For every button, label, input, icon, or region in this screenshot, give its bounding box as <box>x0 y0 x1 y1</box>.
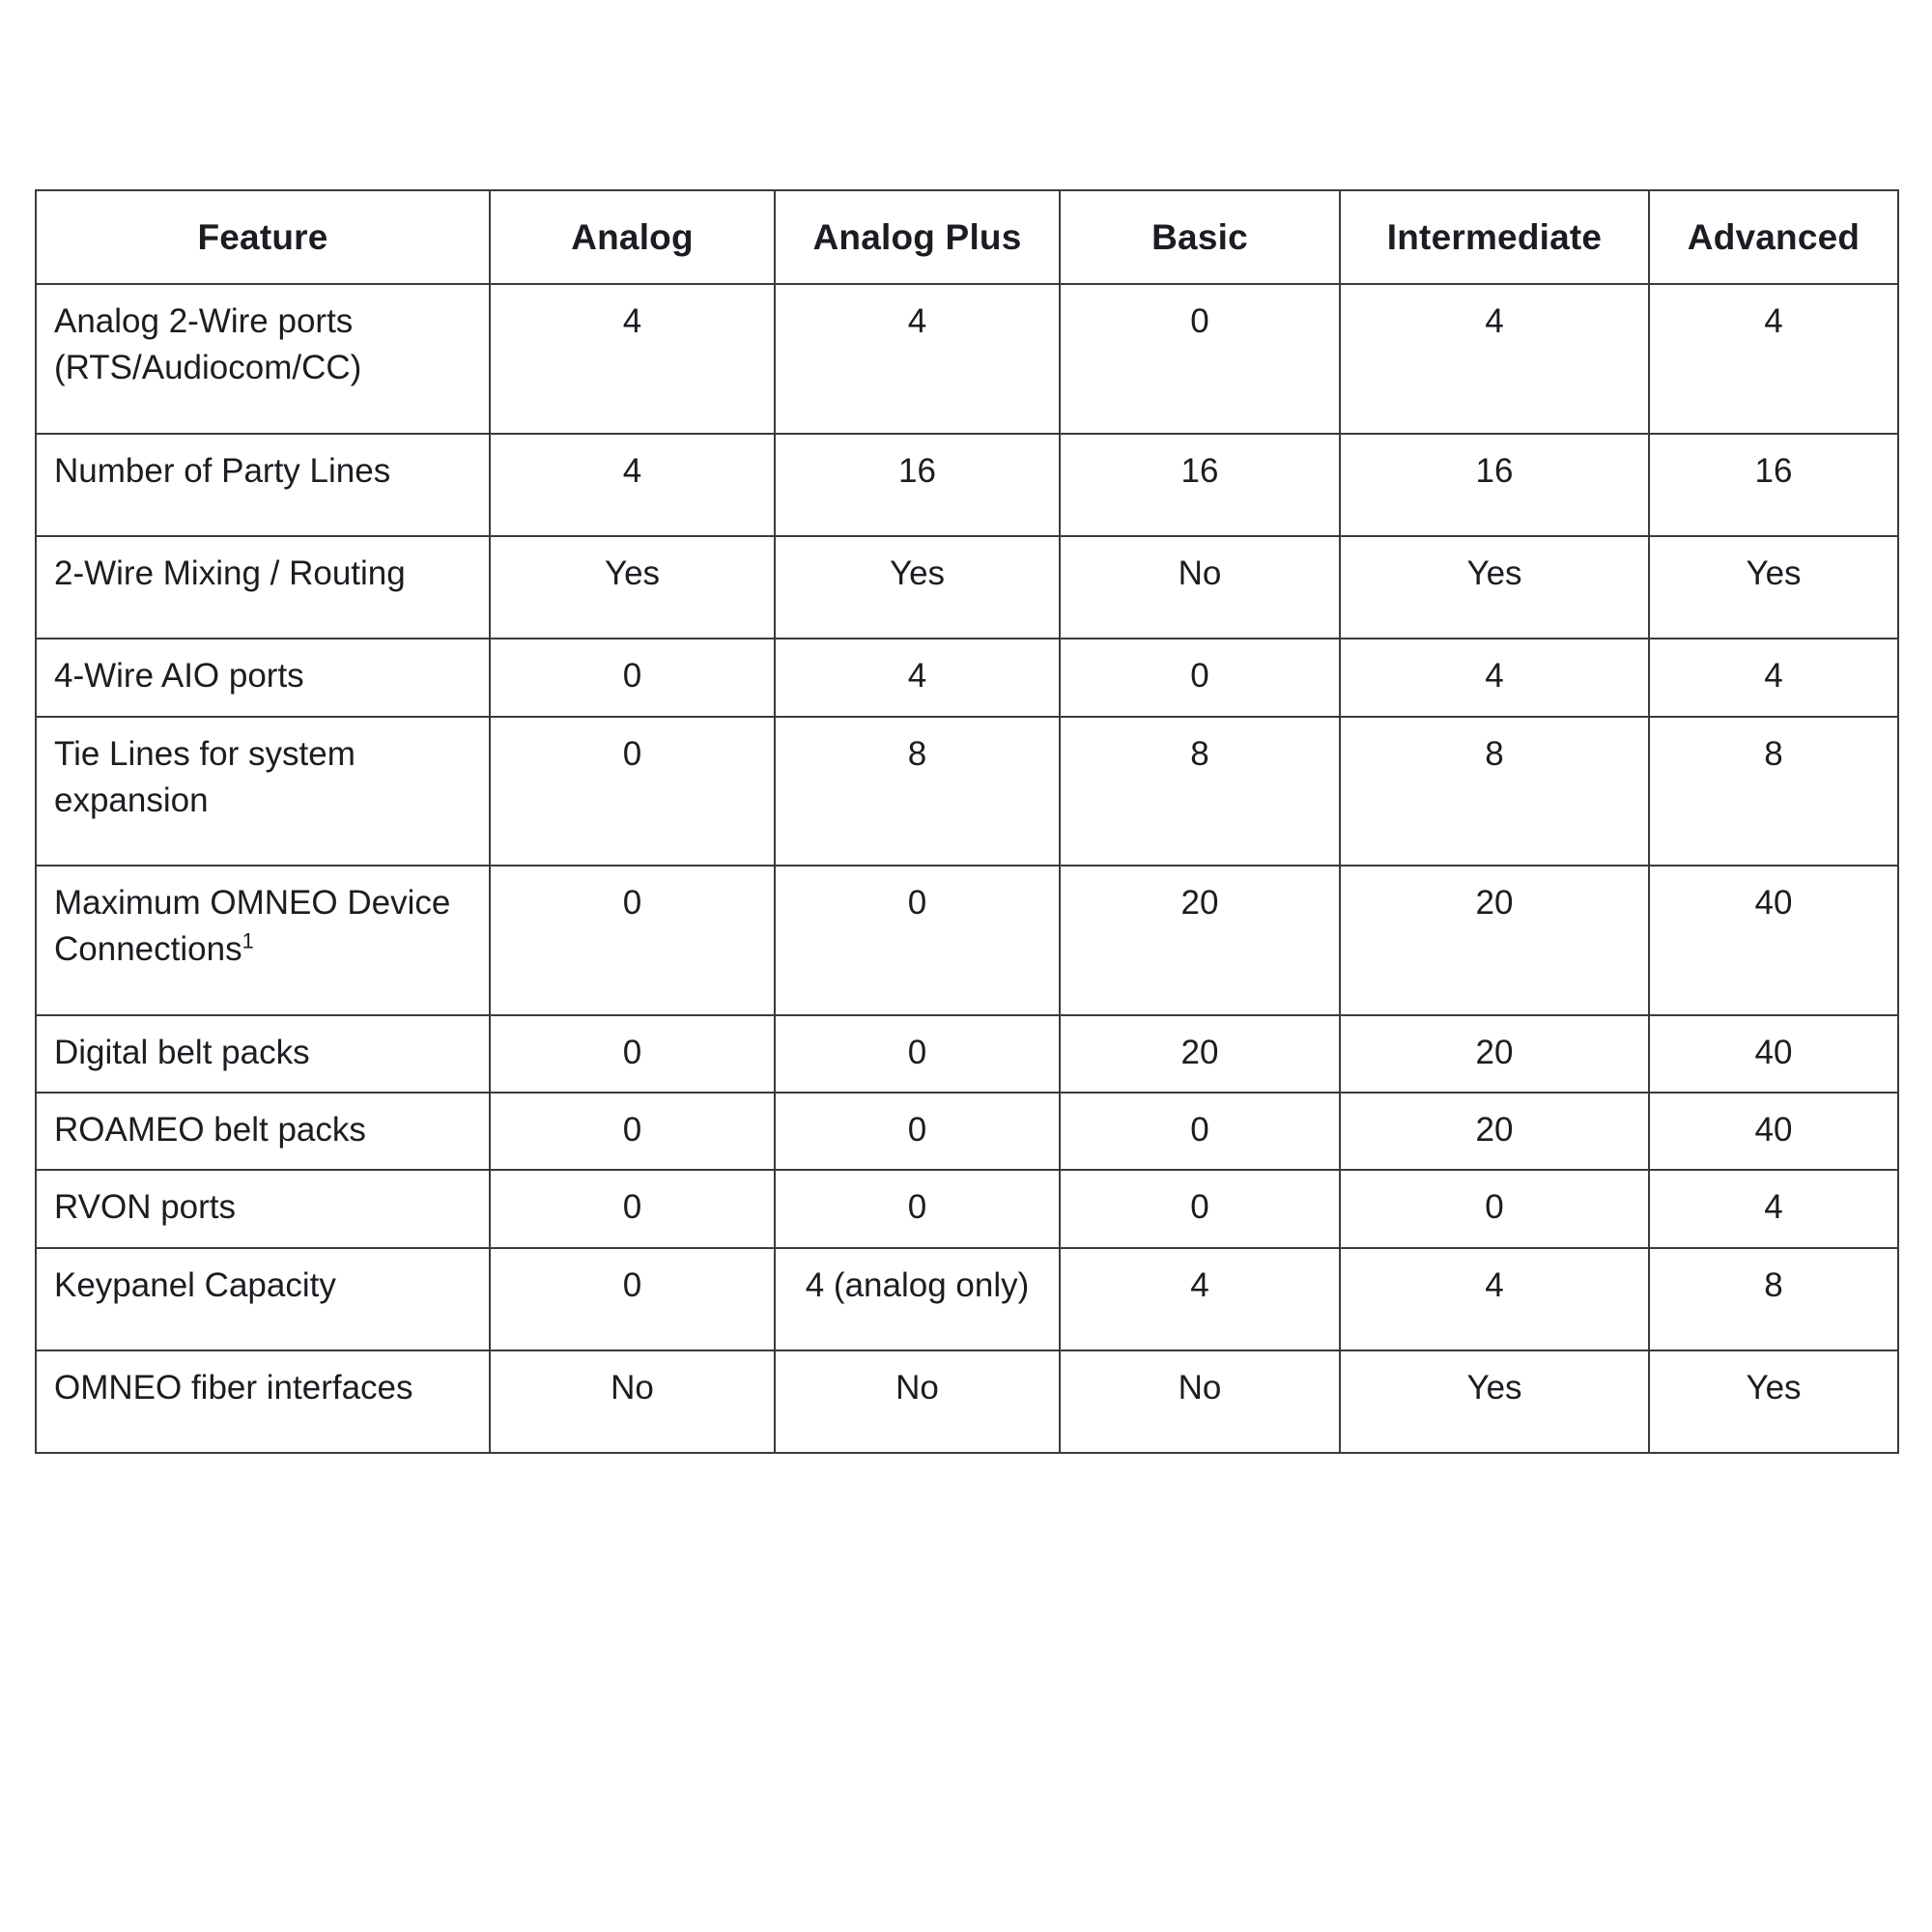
row-label: Analog 2-Wire ports (RTS/Audiocom/CC) <box>36 284 490 434</box>
table-body <box>36 284 1898 1453</box>
table-header <box>36 190 1898 284</box>
cell-advanced: 40 <box>1649 1093 1898 1170</box>
column-header-analog-plus: Analog Plus <box>775 190 1060 284</box>
cell-analog: 0 <box>490 1170 775 1247</box>
cell-intermediate: 16 <box>1340 434 1649 536</box>
table-container <box>17 189 1915 1454</box>
table-row <box>36 1170 1898 1247</box>
cell-basic: No <box>1060 1350 1340 1453</box>
cell-advanced: 4 <box>1649 284 1898 434</box>
table-row <box>36 1015 1898 1093</box>
cell-basic: 20 <box>1060 866 1340 1015</box>
cell-advanced: 40 <box>1649 1015 1898 1093</box>
table-row <box>36 284 1898 434</box>
row-label-text: Maximum OMNEO Device Connections <box>54 884 451 969</box>
cell-intermediate: 4 <box>1340 1248 1649 1350</box>
cell-basic: 4 <box>1060 1248 1340 1350</box>
cell-intermediate: Yes <box>1340 1350 1649 1453</box>
cell-analog: 0 <box>490 639 775 716</box>
cell-advanced: 40 <box>1649 866 1898 1015</box>
cell-analog-plus: 8 <box>775 717 1060 867</box>
cell-analog: 0 <box>490 866 775 1015</box>
cell-basic: 8 <box>1060 717 1340 867</box>
cell-analog: No <box>490 1350 775 1453</box>
table-row <box>36 717 1898 867</box>
cell-advanced: Yes <box>1649 1350 1898 1453</box>
row-label: Digital belt packs <box>36 1015 490 1093</box>
cell-analog-plus: Yes <box>775 536 1060 639</box>
row-label: Keypanel Capacity <box>36 1248 490 1350</box>
table-row <box>36 536 1898 639</box>
cell-basic: 0 <box>1060 1170 1340 1247</box>
cell-analog: 4 <box>490 284 775 434</box>
cell-advanced: 8 <box>1649 1248 1898 1350</box>
cell-basic: 0 <box>1060 284 1340 434</box>
cell-analog: 0 <box>490 1093 775 1170</box>
column-header-feature: Feature <box>36 190 490 284</box>
cell-intermediate: 4 <box>1340 639 1649 716</box>
cell-intermediate: 8 <box>1340 717 1649 867</box>
cell-advanced: 4 <box>1649 1170 1898 1247</box>
cell-analog-plus: 4 <box>775 639 1060 716</box>
table-row <box>36 434 1898 536</box>
cell-analog: 0 <box>490 717 775 867</box>
cell-intermediate: 20 <box>1340 1015 1649 1093</box>
cell-basic: 20 <box>1060 1015 1340 1093</box>
row-label: 2-Wire Mixing / Routing <box>36 536 490 639</box>
cell-analog: 0 <box>490 1015 775 1093</box>
row-label: Tie Lines for system expansion <box>36 717 490 867</box>
column-header-advanced: Advanced <box>1649 190 1898 284</box>
row-label: ROAMEO belt packs <box>36 1093 490 1170</box>
row-label: Number of Party Lines <box>36 434 490 536</box>
cell-intermediate: 0 <box>1340 1170 1649 1247</box>
row-label: 4-Wire AIO ports <box>36 639 490 716</box>
cell-basic: 0 <box>1060 1093 1340 1170</box>
cell-analog: 4 <box>490 434 775 536</box>
table-row <box>36 1093 1898 1170</box>
cell-intermediate: 20 <box>1340 1093 1649 1170</box>
row-label: OMNEO fiber interfaces <box>36 1350 490 1453</box>
cell-analog-plus: No <box>775 1350 1060 1453</box>
cell-analog-plus: 0 <box>775 1170 1060 1247</box>
table-row <box>36 866 1898 1015</box>
column-header-intermediate: Intermediate <box>1340 190 1649 284</box>
row-label: RVON ports <box>36 1170 490 1247</box>
table-header-row <box>36 190 1898 284</box>
cell-analog: Yes <box>490 536 775 639</box>
cell-analog-plus: 0 <box>775 1015 1060 1093</box>
cell-analog-plus: 0 <box>775 1093 1060 1170</box>
feature-comparison-table <box>35 189 1899 1454</box>
table-row <box>36 639 1898 716</box>
cell-analog: 0 <box>490 1248 775 1350</box>
cell-intermediate: Yes <box>1340 536 1649 639</box>
cell-analog-plus: 4 <box>775 284 1060 434</box>
cell-analog-plus: 0 <box>775 866 1060 1015</box>
footnote-marker: 1 <box>242 928 254 953</box>
cell-intermediate: 4 <box>1340 284 1649 434</box>
table-row <box>36 1248 1898 1350</box>
column-header-basic: Basic <box>1060 190 1340 284</box>
cell-advanced: Yes <box>1649 536 1898 639</box>
cell-advanced: 16 <box>1649 434 1898 536</box>
column-header-analog: Analog <box>490 190 775 284</box>
row-label <box>36 866 490 1015</box>
table-row <box>36 1350 1898 1453</box>
cell-basic: 16 <box>1060 434 1340 536</box>
cell-intermediate: 20 <box>1340 866 1649 1015</box>
cell-basic: No <box>1060 536 1340 639</box>
cell-analog-plus: 16 <box>775 434 1060 536</box>
cell-analog-plus: 4 (analog only) <box>775 1248 1060 1350</box>
cell-advanced: 8 <box>1649 717 1898 867</box>
cell-advanced: 4 <box>1649 639 1898 716</box>
cell-basic: 0 <box>1060 639 1340 716</box>
